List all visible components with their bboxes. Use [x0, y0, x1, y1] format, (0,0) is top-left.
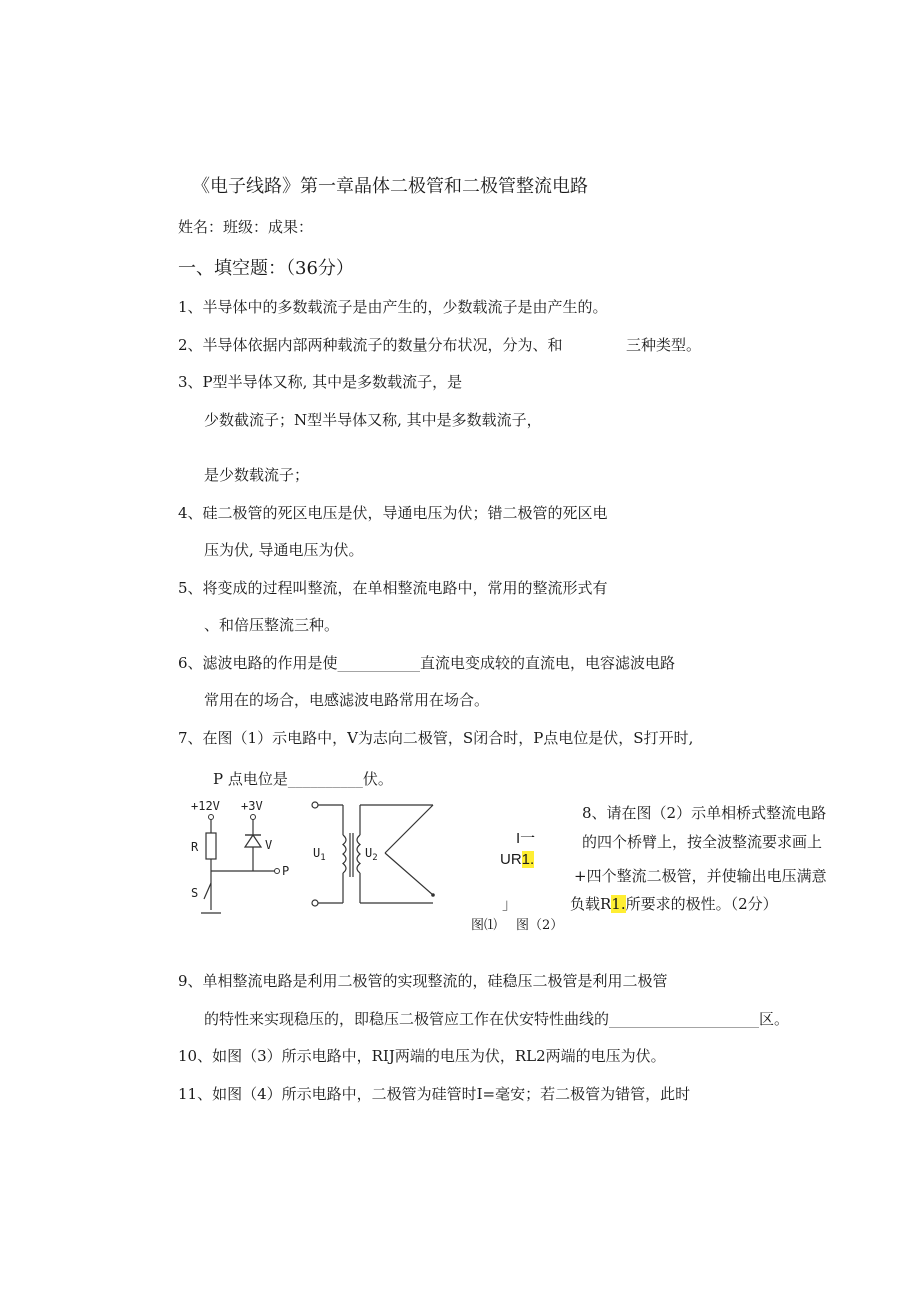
- label-plus-12v: +12V: [191, 799, 220, 813]
- question-8-line3: +四个整流二极管，并使输出电压满意: [574, 867, 827, 885]
- stray-bracket: 」: [502, 895, 518, 913]
- label-p: P: [282, 864, 290, 878]
- question-1: 1、半导体中的多数载流子是由产生的，少数载流子是由产生的。: [178, 298, 608, 316]
- resistor-r: [206, 833, 216, 859]
- question-8-line2: 的四个桥臂上，按全波整流要求画上: [582, 833, 823, 851]
- switch-s: [204, 883, 211, 899]
- question-6-text-cont: 直流电变成较的直流电，电容滤波电路: [420, 654, 676, 672]
- label-u1: $U_1$: [313, 846, 326, 863]
- student-info: 姓名：班级：成果：: [178, 218, 314, 236]
- question-6-line2: 常用在的场合，电感滤波电路常用在场合。: [204, 691, 490, 709]
- diode-v: [245, 835, 261, 847]
- answer-blank: ____________________: [609, 1010, 760, 1028]
- question-9-end: 区。: [759, 1010, 790, 1028]
- label-u2: $U_2$: [365, 846, 378, 863]
- question-4: 4、硅二极管的死区电压是伏，导通电压为伏；错二极管的死区电: [178, 504, 608, 522]
- stray-label-ur: [500, 850, 534, 870]
- stray-ur-text: UR: [500, 851, 522, 868]
- label-s: S: [191, 886, 199, 900]
- question-9-text: 的特性来实现稳压的，即稳压二极管应工作在伏安特性曲线的: [204, 1010, 610, 1028]
- figure-1-caption: 图⑴: [471, 918, 498, 933]
- question-5-line2: 、和倍压整流三种。: [204, 616, 340, 634]
- section-heading: 一、填空题：（36分）: [178, 258, 354, 279]
- question-6-text: 6、滤波电路的作用是使: [178, 654, 338, 672]
- question-5: 5、将变成的过程叫整流，在单相整流电路中，常用的整流形式有: [178, 579, 608, 597]
- transformer-secondary: [357, 835, 360, 873]
- question-10: 10、如图（3）所示电路中，RIJ两端的电压为伏，RL2两端的电压为伏。: [178, 1047, 666, 1065]
- question-3-line3: 是少数载流子；: [204, 466, 310, 484]
- answer-blank: __________: [287, 770, 363, 788]
- question-8: 8、请在图（2）示单相桥式整流电路: [582, 804, 827, 822]
- bridge-arm: [385, 853, 433, 895]
- question-2-end: 三种类型。: [626, 336, 702, 354]
- figure-2-caption: 图（2）: [516, 918, 564, 933]
- answer-blank: ___________: [337, 654, 421, 672]
- label-v: V: [265, 838, 273, 852]
- question-7: 7、在图（1）示电路中，V为志向二极管，S闭合时，P点电位是伏，S打开时,: [178, 729, 694, 747]
- page-title: 《电子线路》第一章晶体二极管和二极管整流电路: [192, 176, 588, 197]
- question-9: 9、单相整流电路是利用二极管的实现整流的，硅稳压二极管是利用二极管: [178, 972, 668, 990]
- question-7-p-unit: 伏。: [362, 770, 393, 788]
- question-8-load: 负载R: [570, 895, 612, 913]
- question-8-polarity: 所要求的极性。（2分）: [625, 895, 778, 913]
- figure-1-circuit: [185, 795, 305, 925]
- question-8-line4: [570, 894, 778, 914]
- question-11: 11、如图（4）所示电路中，二极管为硅管时I=毫安；若二极管为错管，此时: [178, 1085, 691, 1103]
- highlighted-text: 1.: [611, 895, 626, 913]
- question-3-line2: 少数截流子；N型半导体又称, 其中是多数载流子，: [204, 411, 542, 429]
- transformer-primary: [343, 835, 346, 873]
- question-9-line2: [204, 1009, 789, 1029]
- question-3: 3、P型半导体又称, 其中是多数载流子，是: [178, 373, 463, 391]
- label-r: R: [191, 840, 199, 854]
- figure-2-circuit: [305, 795, 440, 925]
- bridge-arm: [385, 805, 433, 853]
- question-6: [178, 653, 675, 673]
- stray-label: I一: [516, 830, 536, 847]
- question-7-line2: [213, 769, 393, 789]
- highlighted-text: 1.: [521, 851, 535, 868]
- label-plus-3v: +3V: [241, 799, 263, 813]
- question-2: 2、半导体依据内部两种载流子的数量分布状况，分为、和: [178, 336, 563, 354]
- question-4-line2: 压为伏, 导通电压为伏。: [204, 541, 364, 559]
- question-7-p-label: P 点电位是: [213, 770, 288, 788]
